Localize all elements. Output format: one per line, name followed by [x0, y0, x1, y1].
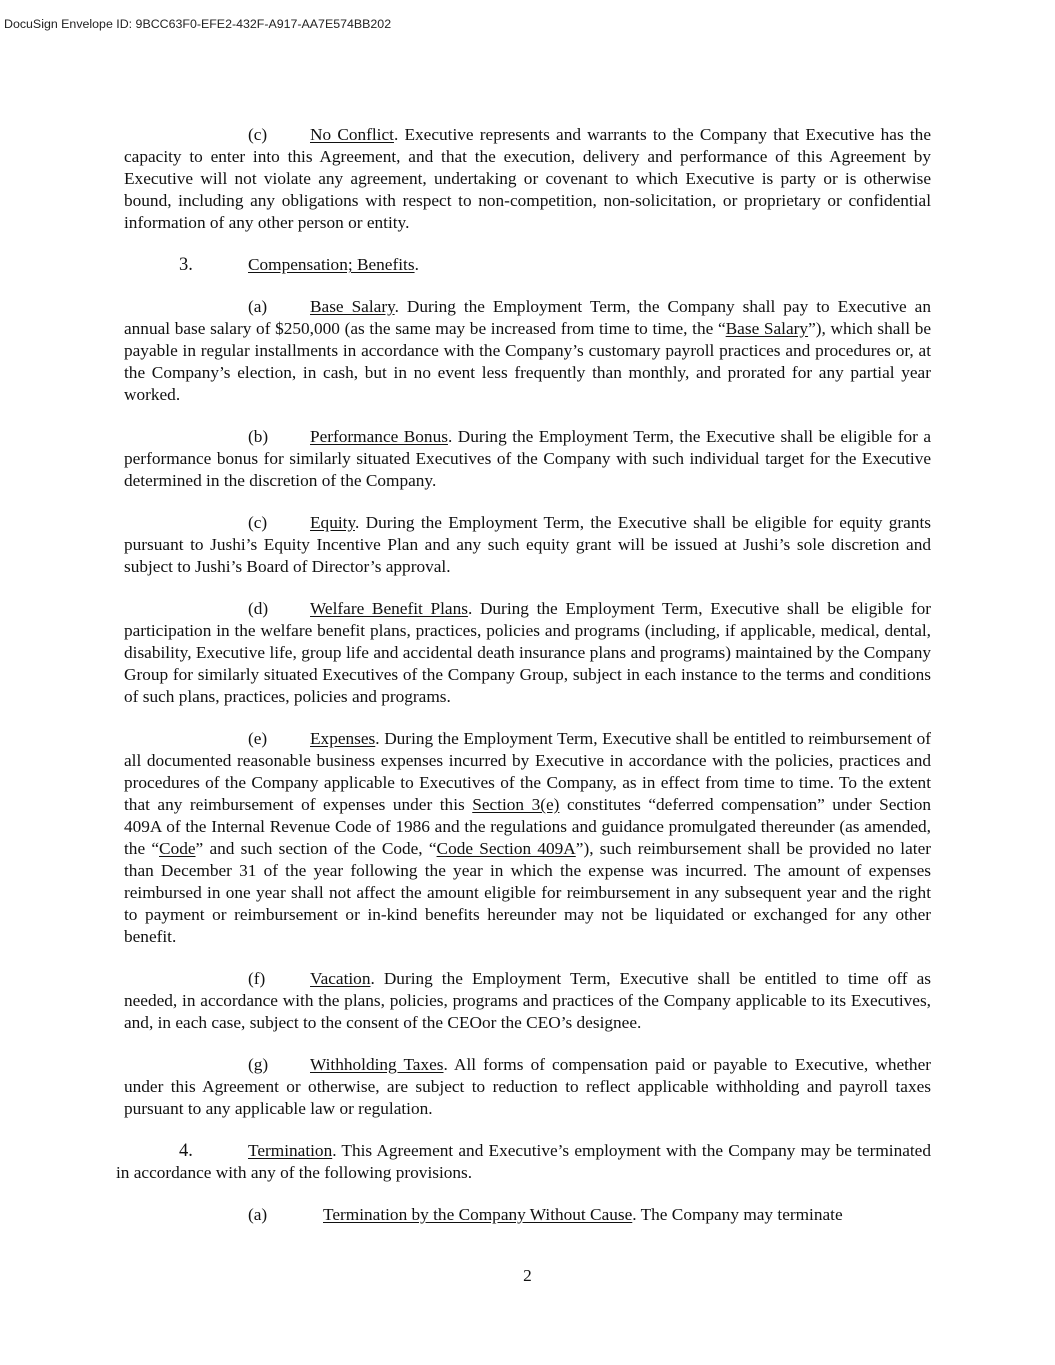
section-label: (e) — [248, 729, 268, 748]
section-3a — [124, 296, 931, 406]
section-4a — [124, 1204, 931, 1226]
section-heading: Withholding Taxes — [310, 1055, 444, 1074]
section-3 — [124, 254, 931, 276]
section-heading: Termination by the Company Without Cause — [323, 1205, 633, 1224]
section-label: (a) — [248, 1205, 268, 1224]
section-text: . This Agreement and Executive’s employment with the Company may be terminated in accordance with any of the following provisions. — [116, 1141, 931, 1182]
section-label: (f) — [248, 969, 266, 988]
section-label: (a) — [248, 297, 268, 316]
section-text: . During the Employment Term, the Executive shall be eligible for equity grants pursuant to Jushi’s Equity Incentive Plan and any such equity grant will be issued at Jushi’s sole discretion and subject to Jushi’s Board of Director’s approval. — [124, 513, 931, 576]
section-text: . The Company may terminate — [632, 1205, 843, 1224]
section-label: (b) — [248, 427, 269, 446]
section-text: ”), which shall be payable in regular installments in accordance with the Company’s customary payroll practices and procedures or, at the Company’s election, in cash, but in no event less frequently than monthly, and prorated for any partial year worked. — [124, 319, 932, 404]
section-3g — [124, 1054, 931, 1120]
section-text: . During the Employment Term, the Company shall pay to Executive an annual base salary of $250,000 (as the same may be increased from time to time, the “ — [124, 297, 931, 338]
section-4 — [116, 1140, 931, 1184]
section-text: constitutes “deferred compensation” under Section 409A of the Internal Revenue Code of 1986 and the regulations and guidance promulgated thereunder (as amended, the “ — [124, 795, 931, 858]
section-label: (g) — [248, 1055, 269, 1074]
section-heading: Expenses — [310, 729, 376, 748]
defined-term: Code Section 409A — [436, 839, 576, 858]
section-3b — [124, 426, 931, 492]
section-label: (d) — [248, 599, 269, 618]
section-number: 4. — [179, 1141, 193, 1161]
section-label: (c) — [248, 125, 268, 144]
section-2c — [124, 124, 931, 234]
section-text: . During the Employment Term, the Executive shall be eligible for a performance bonus for similarly situated Executives of the Company with such individual target for the Executive determined in the discretion of the Company. — [124, 427, 931, 490]
section-heading: Base Salary — [310, 297, 395, 316]
section-number: 3. — [179, 255, 193, 275]
section-text: . — [414, 255, 419, 274]
section-text: ” and such section of the Code, “ — [195, 839, 437, 858]
section-text: ”), such reimbursement shall be provided no later than December 31 of the year following the year in which the expense was incurred. The amount of expenses reimbursed in one year shall not affect the amount eligible for reimbursement in any subsequent year and the right to payment or reimbursement or in-kind benefits hereunder may not be liquidated or exchanged for any other benefit. — [124, 839, 932, 946]
section-3c — [124, 512, 931, 578]
section-heading: Performance Bonus — [310, 427, 448, 446]
section-heading: Equity — [310, 513, 355, 532]
document-body — [116, 124, 932, 1246]
section-heading: No Conflict — [310, 125, 394, 144]
section-heading: Termination — [248, 1141, 333, 1160]
defined-term: Code — [159, 839, 196, 858]
section-text: . Executive represents and warrants to the Company that Executive has the capacity to enter into this Agreement, and that the execution, delivery and performance of this Agreement by Executive will not violate any agreement, undertaking or covenant to which Executive is party or is otherwise bound, including any obligations with respect to non-competition, non-solicitation, or proprietary or confidential information of any other person or entity. — [124, 125, 931, 232]
section-heading: Compensation; Benefits — [248, 255, 415, 274]
section-label: (c) — [248, 513, 268, 532]
section-text: . During the Employment Term, Executive shall be entitled to time off as needed, in accordance with the plans, policies, programs and practices of the Company applicable to its Executives, and, in each case, subject to the consent of the CEOor the CEO’s designee. — [124, 969, 931, 1032]
section-3d — [124, 598, 931, 708]
docusign-envelope-id: DocuSign Envelope ID: 9BCC63F0-EFE2-432F-A917-AA7E574BB202 — [4, 17, 392, 31]
section-heading: Welfare Benefit Plans — [310, 599, 468, 618]
section-text: . All forms of compensation paid or payable to Executive, whether under this Agreement or otherwise, are subject to reduction to reflect applicable withholding and payroll taxes pursuant to any applicable law or regulation. — [124, 1055, 931, 1118]
section-reference: Section 3(e) — [472, 795, 560, 814]
section-text: . During the Employment Term, Executive shall be eligible for participation in the welfare benefit plans, practices, policies and programs (including, if applicable, medical, dental, disability, Executive life, group life and accidental death insurance plans and programs) maintained by the Company Group for similarly situated Executives of the Company Group, subject in each instance to the terms and conditions of such plans, practices, policies and programs. — [124, 599, 932, 706]
section-3e — [124, 728, 931, 948]
section-text: . During the Employment Term, Executive shall be entitled to reimbursement of all documented reasonable business expenses incurred by Executive in accordance with the policies, practices and procedures of the Company applicable to Executives of the Company, as in effect from time to time. To the extent that any reimbursement of expenses under this — [124, 729, 931, 814]
section-3f — [124, 968, 931, 1034]
page-number: 2 — [523, 1266, 532, 1285]
section-heading: Vacation — [310, 969, 371, 988]
defined-term: Base Salary — [725, 319, 809, 338]
